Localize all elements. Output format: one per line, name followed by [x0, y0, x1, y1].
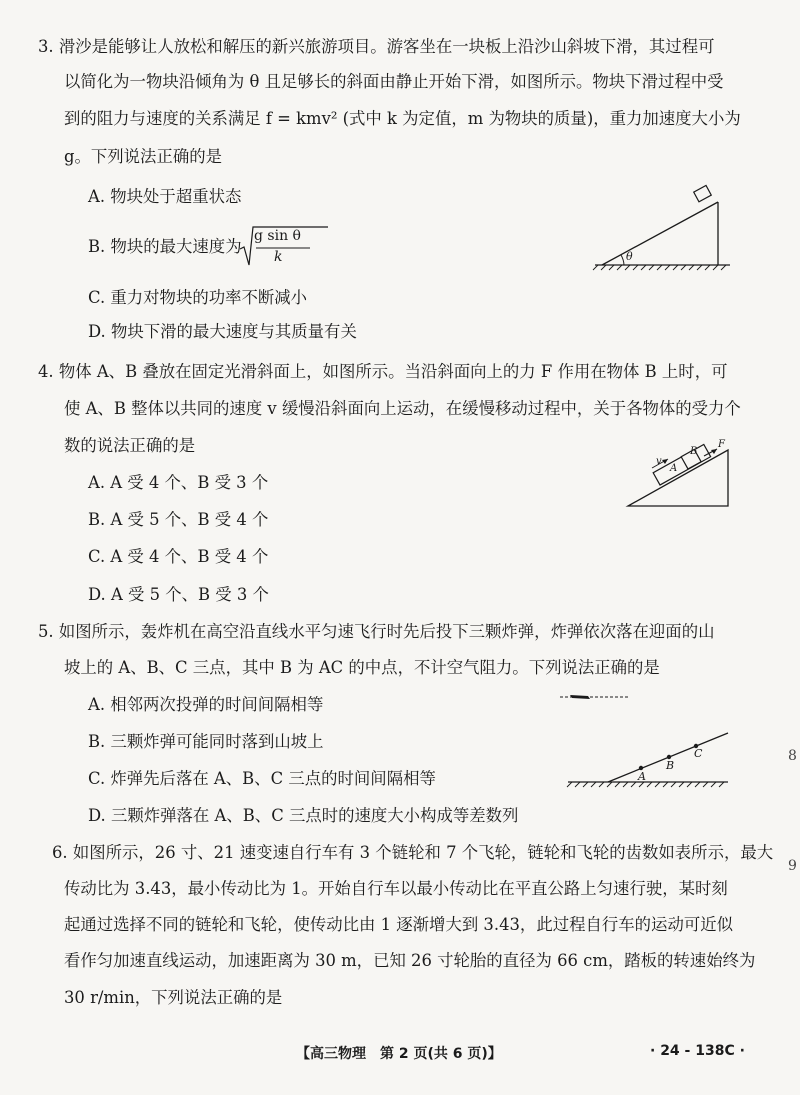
q5-stem-line-1: 5. 如图所示，轰炸机在高空沿直线水平匀速飞行时先后投下三颗炸弹，炸弹依次落在迎面的山: [38, 622, 715, 641]
q4-option-d: D. A 受 5 个、B 受 3 个: [88, 585, 269, 604]
footer-page-info: 【高三物理 第 2 页(共 6 页)】: [296, 1046, 502, 1062]
q5-bomber-figure: [560, 685, 735, 790]
q5-label-a: A: [638, 770, 646, 783]
q4-stem-line-2: 使 A、B 整体以共同的速度 v 缓慢沿斜面向上运动，在缓慢移动过程中，关于各物体的受力个: [64, 399, 741, 418]
q5-option-a: A. 相邻两次投弹的时间间隔相等: [88, 695, 324, 714]
q5-stem-line-2: 坡上的 A、B、C 三点，其中 B 为 AC 的中点，不计空气阻力。下列说法正确的是: [64, 658, 660, 677]
q6-stem-line-4: 看作匀加速直线运动，加速距离为 30 m，已知 26 寸轮胎的直径为 66 cm，踏板的转速始终为: [64, 951, 756, 970]
q5-option-b: B. 三颗炸弹可能同时落到山坡上: [88, 732, 324, 751]
q3-option-a: A. 物块处于超重状态: [88, 187, 242, 206]
q5-label-b: B: [666, 759, 675, 772]
q4-option-a: A. A 受 4 个、B 受 3 个: [88, 473, 269, 492]
q3-option-b-sqrt: [240, 225, 330, 269]
q4-stem-line-1: 4. 物体 A、B 叠放在固定光滑斜面上，如图所示。当沿斜面向上的力 F 作用在物体 B 上时，可: [38, 362, 728, 381]
q4-option-c: C. A 受 4 个、B 受 4 个: [88, 547, 269, 566]
q5-label-c: C: [694, 747, 703, 760]
q3-stem-line-3: 到的阻力与速度的关系满足 f = kmv² (式中 k 为定值，m 为物块的质量)，重力加速度大小为: [64, 109, 741, 128]
q3-stem-line-2: 以简化为一物块沿倾角为 θ 且足够长的斜面由静止开始下滑，如图所示。物块下滑过程中受: [64, 72, 724, 91]
q3-option-d: D. 物块下滑的最大速度与其质量有关: [88, 322, 357, 341]
q3-stem-line-1: 3. 滑沙是能够让人放松和解压的新兴旅游项目。游客坐在一块板上沿沙山斜坡下滑，其过程可: [38, 37, 715, 56]
q4-stem-line-3: 数的说法正确的是: [64, 436, 196, 455]
q4-label-a: A: [670, 463, 678, 474]
margin-mark-9: 9: [788, 858, 797, 874]
q3-option-b-denominator: k: [274, 249, 283, 265]
footer-exam-code: · 24 - 138C ·: [650, 1043, 745, 1059]
q3-block: [694, 185, 712, 201]
q3-angle-label: θ: [626, 250, 633, 263]
q4-label-b: B: [690, 446, 698, 457]
q6-stem-line-1: 6. 如图所示，26 寸、21 速变速自行车有 3 个链轮和 7 个飞轮，链轮和飞轮的齿数如表所示，最大: [52, 843, 774, 862]
bomber-plane-icon: [570, 695, 590, 699]
q3-stem-line-4: g。下列说法正确的是: [64, 147, 223, 166]
q4-incline-figure: [620, 428, 735, 510]
q4-label-v: v: [656, 456, 662, 467]
q3-option-b-prefix: B. 物块的最大速度为: [88, 237, 242, 256]
margin-mark-8: 8: [788, 748, 797, 764]
q5-option-c: C. 炸弹先后落在 A、B、C 三点的时间间隔相等: [88, 769, 436, 788]
q6-stem-line-2: 传动比为 3.43，最小传动比为 1。开始自行车以最小传动比在平直公路上匀速行驶，某时刻: [64, 879, 728, 898]
q4-label-f: F: [718, 439, 725, 450]
q4-option-b: B. A 受 5 个、B 受 4 个: [88, 510, 269, 529]
q5-option-d: D. 三颗炸弹落在 A、B、C 三点时的速度大小构成等差数列: [88, 806, 519, 825]
q3-option-c: C. 重力对物块的功率不断减小: [88, 288, 308, 307]
q3-option-b-numerator: g sin θ: [254, 228, 301, 244]
q3-incline-figure: [590, 180, 740, 275]
q6-stem-line-5: 30 r/min，下列说法正确的是: [64, 988, 283, 1007]
q6-stem-line-3: 起通过选择不同的链轮和飞轮，使传动比由 1 逐渐增大到 3.43，此过程自行车的运动可近似: [64, 915, 734, 934]
